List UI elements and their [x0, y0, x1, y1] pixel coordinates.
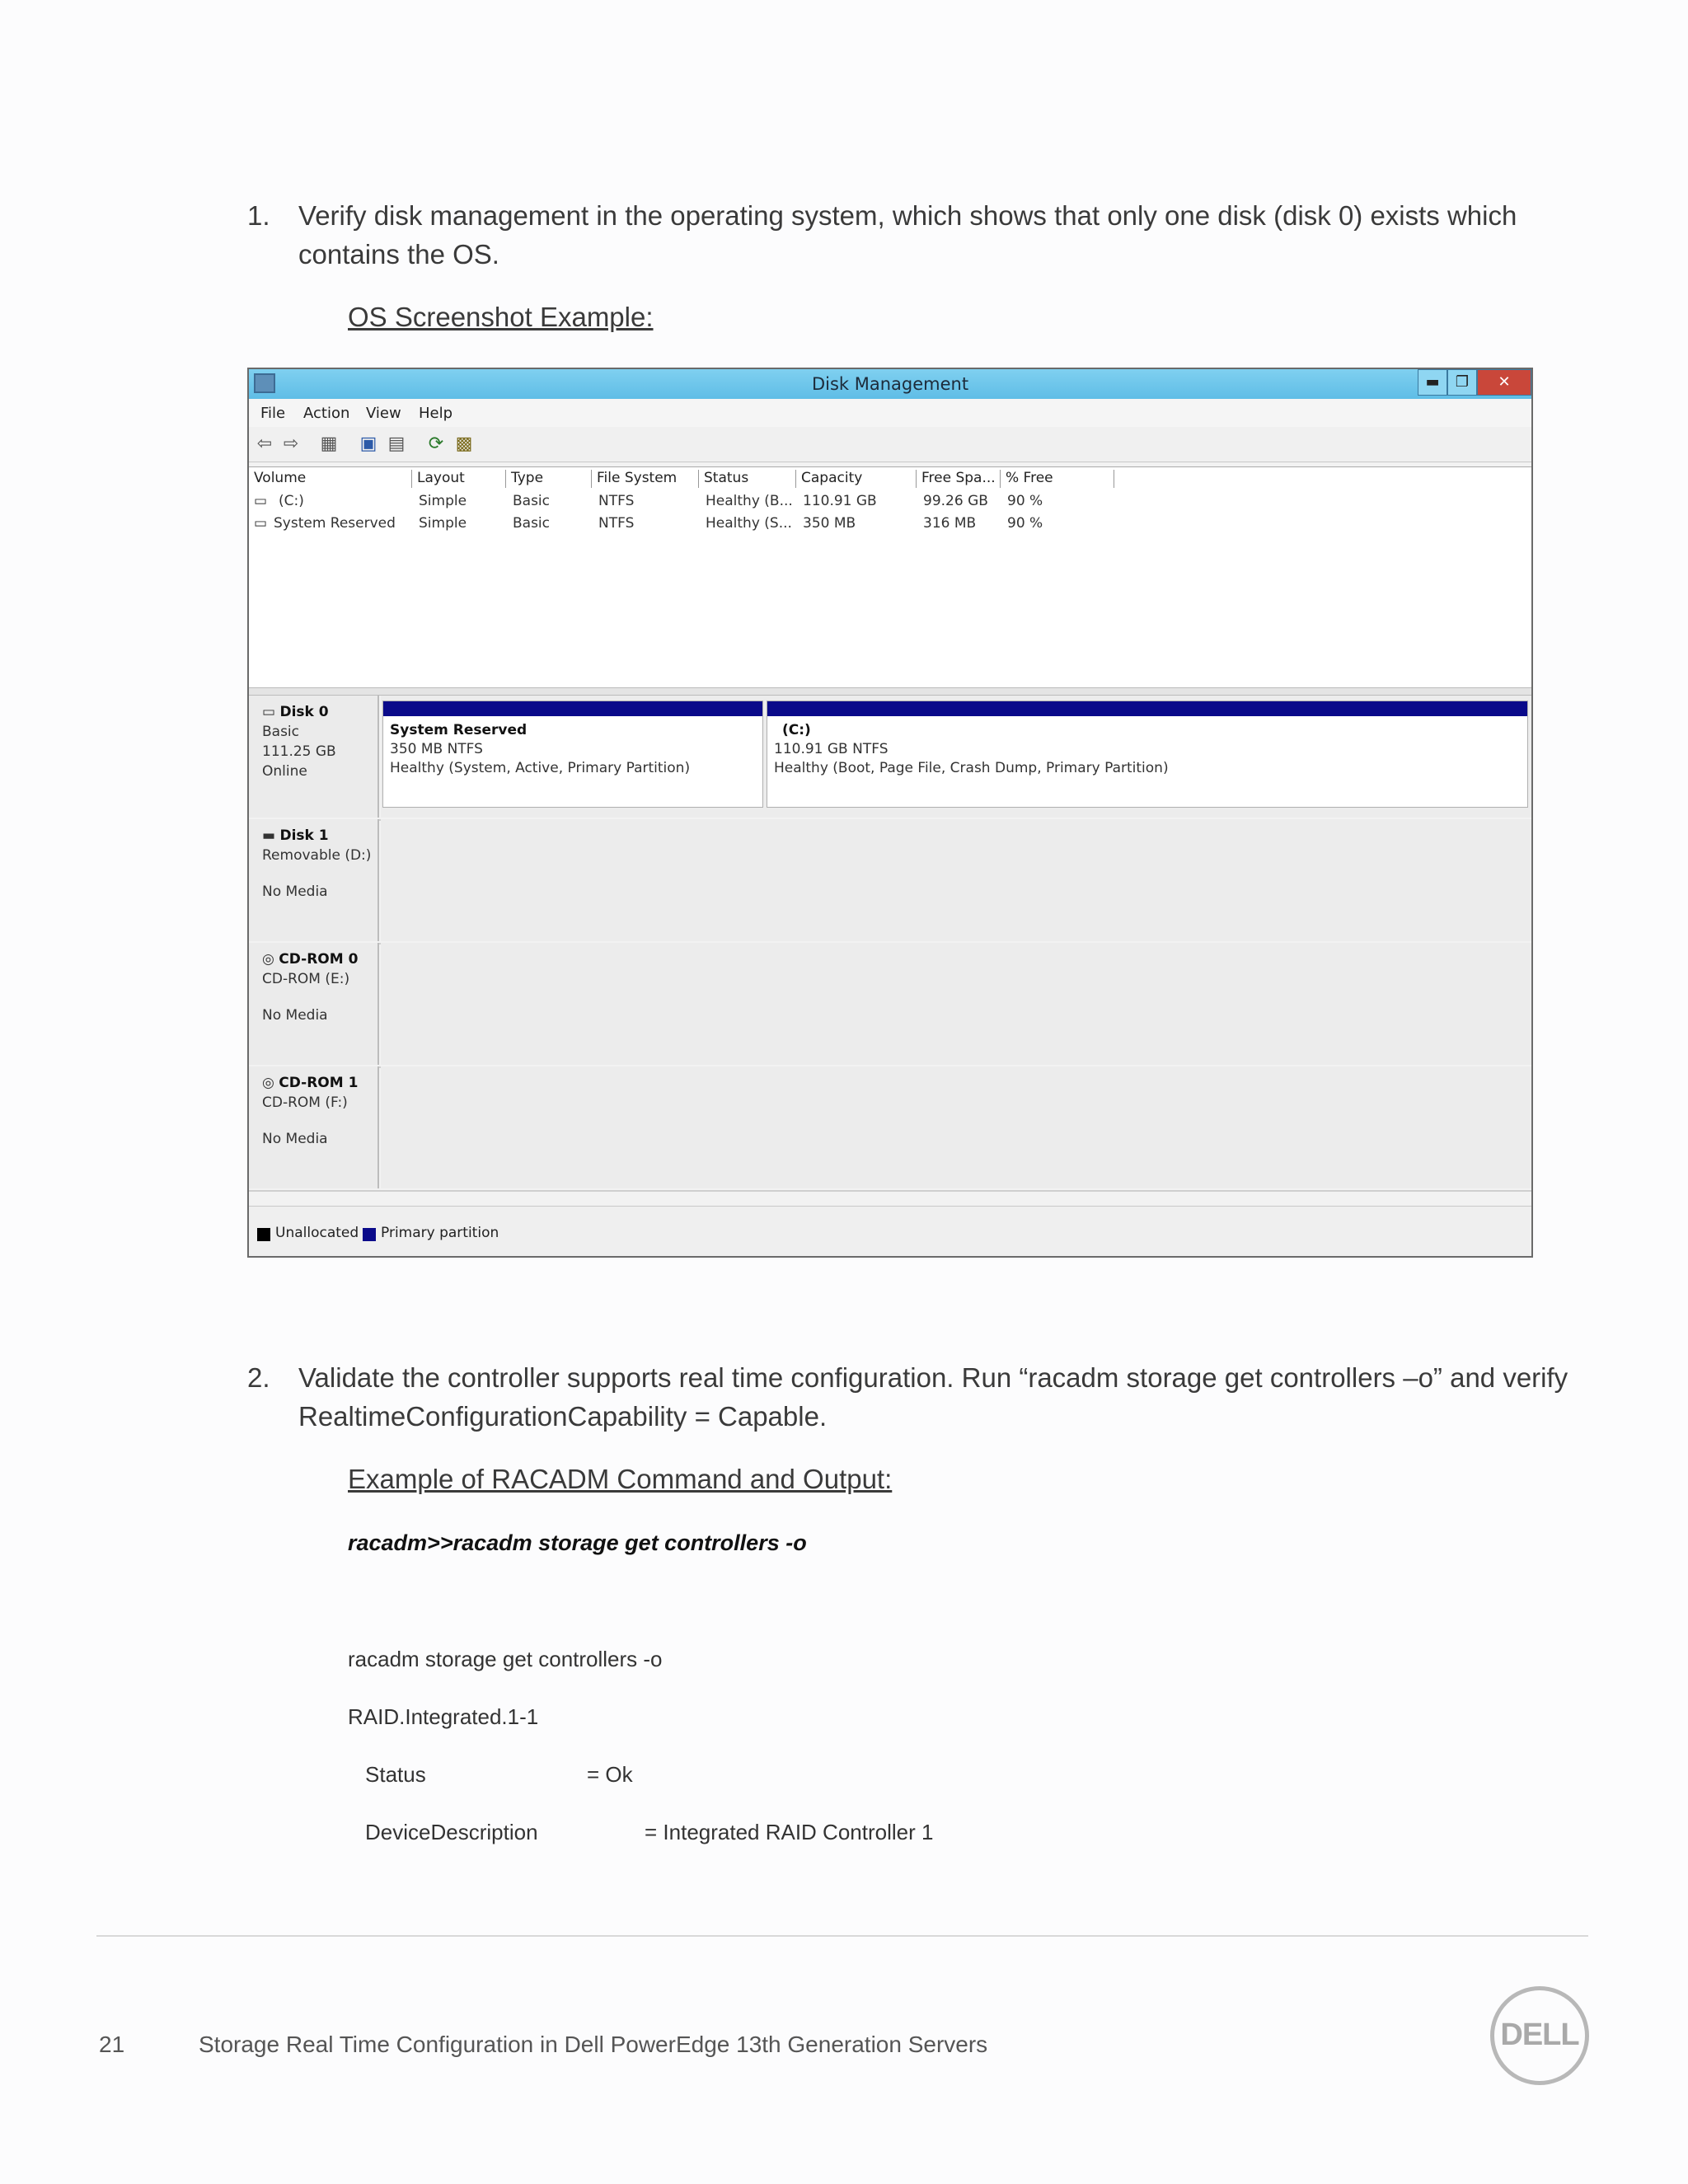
step-1-number: 1.: [247, 200, 270, 231]
disk-row: [249, 819, 1531, 944]
drive-icon: ▭: [254, 493, 268, 509]
cell-file-system: NTFS: [598, 515, 635, 532]
cdrom-1-label[interactable]: [249, 1066, 379, 1188]
menu-bar: [249, 399, 1531, 427]
cell-capacity: 350 MB: [803, 515, 856, 532]
disk-type: Basic: [262, 724, 300, 740]
title-bar[interactable]: [249, 369, 1531, 399]
cdrom-0-label[interactable]: [249, 943, 379, 1065]
disk-status: No Media: [262, 1131, 328, 1147]
partition-system-reserved[interactable]: [382, 701, 763, 808]
disk-row: [249, 696, 1531, 821]
restore-button[interactable]: ❐: [1447, 369, 1477, 396]
disk-name: CD-ROM 0: [279, 951, 359, 968]
cdrom-icon: ◎: [262, 951, 279, 968]
disk-name: Disk 1: [279, 827, 329, 844]
forward-arrow-icon[interactable]: ⇨: [283, 434, 299, 454]
column-file-system[interactable]: File System: [592, 470, 699, 488]
partition-name: (C:): [782, 722, 811, 738]
partition-name: System Reserved: [390, 722, 528, 738]
partition-c-drive[interactable]: [767, 701, 1528, 808]
disk-status: No Media: [262, 883, 328, 900]
cell-file-system: NTFS: [598, 493, 635, 509]
cell-volume: (C:): [279, 493, 304, 509]
legend-unallocated: Unallocated: [275, 1225, 359, 1241]
step-2: [247, 1358, 1615, 1441]
menu-help[interactable]: Help: [419, 405, 453, 422]
window-title: Disk Management: [811, 374, 969, 394]
step-2-text: Validate the controller supports real time configuration. Run “racadm storage get controllers –o” and verify RealtimeConfigurationCapability = Capable.: [298, 1362, 1568, 1432]
volume-list-header: [249, 466, 1531, 491]
cell-status: Healthy (B...: [706, 493, 793, 509]
cdrom-icon: ◎: [262, 1075, 279, 1091]
step-1: [247, 196, 1615, 279]
output-line-controller: RAID.Integrated.1-1: [348, 1704, 539, 1729]
disk-type: Removable (D:): [262, 847, 372, 864]
removable-disk-icon: ▬: [262, 827, 280, 844]
column-layout[interactable]: Layout: [412, 470, 506, 488]
close-button[interactable]: ✕: [1477, 369, 1531, 396]
minimize-button[interactable]: ▬: [1418, 369, 1447, 396]
unallocated-swatch: [257, 1228, 270, 1241]
primary-partition-bar: [767, 701, 1527, 716]
back-arrow-icon[interactable]: ⇦: [256, 434, 273, 454]
cell-free-space: 316 MB: [923, 515, 977, 532]
primary-partition-bar: [383, 701, 762, 716]
column-capacity[interactable]: Capacity: [796, 470, 917, 488]
output-status-key: Status: [365, 1762, 426, 1787]
footer-divider: [96, 1935, 1588, 1937]
disk-size: [262, 1113, 377, 1129]
disk-row: [249, 1066, 1531, 1192]
legend: [249, 1206, 1531, 1256]
cell-type: Basic: [513, 515, 551, 532]
footer-title: Storage Real Time Configuration in Dell PowerEdge 13th Generation Servers: [199, 2032, 988, 2057]
racadm-command: racadm>>racadm storage get controllers -o: [348, 1530, 807, 1555]
rescan-disks-icon[interactable]: ▩: [455, 434, 473, 454]
dell-logo: DELL: [1490, 1986, 1589, 2085]
disk-status: No Media: [262, 1007, 328, 1024]
disk-1-area: [381, 819, 1531, 941]
disk-1-label[interactable]: [249, 819, 379, 941]
step-1-text: Verify disk management in the operating system, which shows that only one disk (disk 0) exists which contains the OS.: [298, 200, 1517, 269]
cell-volume: System Reserved: [274, 515, 396, 532]
disk-type: CD-ROM (E:): [262, 971, 350, 987]
disk-status: Online: [262, 763, 307, 780]
partition-size: 110.91 GB NTFS: [774, 741, 889, 757]
cdrom-0-area: [381, 943, 1531, 1065]
toolbar: [249, 427, 1531, 462]
refresh-icon[interactable]: ⟳: [428, 434, 444, 454]
partition-status: Healthy (System, Active, Primary Partition): [390, 760, 691, 776]
step-2-number: 2.: [247, 1362, 270, 1393]
partition-size: 350 MB NTFS: [390, 741, 483, 757]
output-description-key: DeviceDescription: [365, 1820, 538, 1844]
cell-percent-free: 90 %: [1007, 515, 1043, 532]
cell-capacity: 110.91 GB: [803, 493, 877, 509]
cdrom-1-area: [381, 1066, 1531, 1188]
disk-type: CD-ROM (F:): [262, 1094, 348, 1111]
disk-0-label[interactable]: [249, 696, 379, 818]
disk-name: CD-ROM 1: [279, 1075, 359, 1091]
disk-name: Disk 0: [279, 704, 329, 720]
column-percent-free[interactable]: % Free: [1001, 470, 1114, 488]
disk-row: [249, 943, 1531, 1068]
cell-status: Healthy (S...: [706, 515, 792, 532]
menu-file[interactable]: File: [260, 405, 286, 422]
cell-free-space: 99.26 GB: [923, 493, 988, 509]
column-status[interactable]: Status: [699, 470, 796, 488]
disk-icon: ▭: [262, 704, 280, 720]
disk-size: 111.25 GB: [262, 743, 336, 760]
output-description-value: = Integrated RAID Controller 1: [645, 1820, 934, 1844]
output-status-value: = Ok: [587, 1762, 633, 1787]
column-type[interactable]: Type: [506, 470, 592, 488]
menu-action[interactable]: Action: [303, 405, 350, 422]
column-volume[interactable]: Volume: [249, 470, 412, 488]
os-screenshot-label: OS Screenshot Example:: [348, 302, 654, 332]
column-free-space[interactable]: Free Spa...: [917, 470, 1001, 488]
drive-icon: ▭: [254, 515, 268, 532]
pane-splitter[interactable]: [249, 687, 1531, 696]
disk-0-partitions: [381, 696, 1531, 818]
console-tree-icon[interactable]: ▦: [320, 434, 338, 454]
disk-management-window: [247, 368, 1533, 1258]
cell-layout: Simple: [419, 493, 467, 509]
volume-list: [249, 490, 1531, 687]
help-icon[interactable]: ▣: [359, 434, 377, 454]
cell-layout: Simple: [419, 515, 467, 532]
menu-view[interactable]: View: [366, 405, 401, 422]
partition-status: Healthy (Boot, Page File, Crash Dump, Primary Partition): [774, 760, 1169, 776]
primary-partition-swatch: [363, 1228, 376, 1241]
racadm-example-label: Example of RACADM Command and Output:: [348, 1464, 893, 1494]
properties-icon[interactable]: ▤: [387, 434, 406, 454]
cell-percent-free: 90 %: [1007, 493, 1043, 509]
output-line-command: racadm storage get controllers -o: [348, 1647, 663, 1671]
legend-primary-partition: Primary partition: [381, 1225, 499, 1241]
cell-type: Basic: [513, 493, 551, 509]
page-number: 21: [99, 2032, 125, 2057]
disk-size: [262, 865, 377, 882]
disk-size: [262, 989, 377, 1005]
